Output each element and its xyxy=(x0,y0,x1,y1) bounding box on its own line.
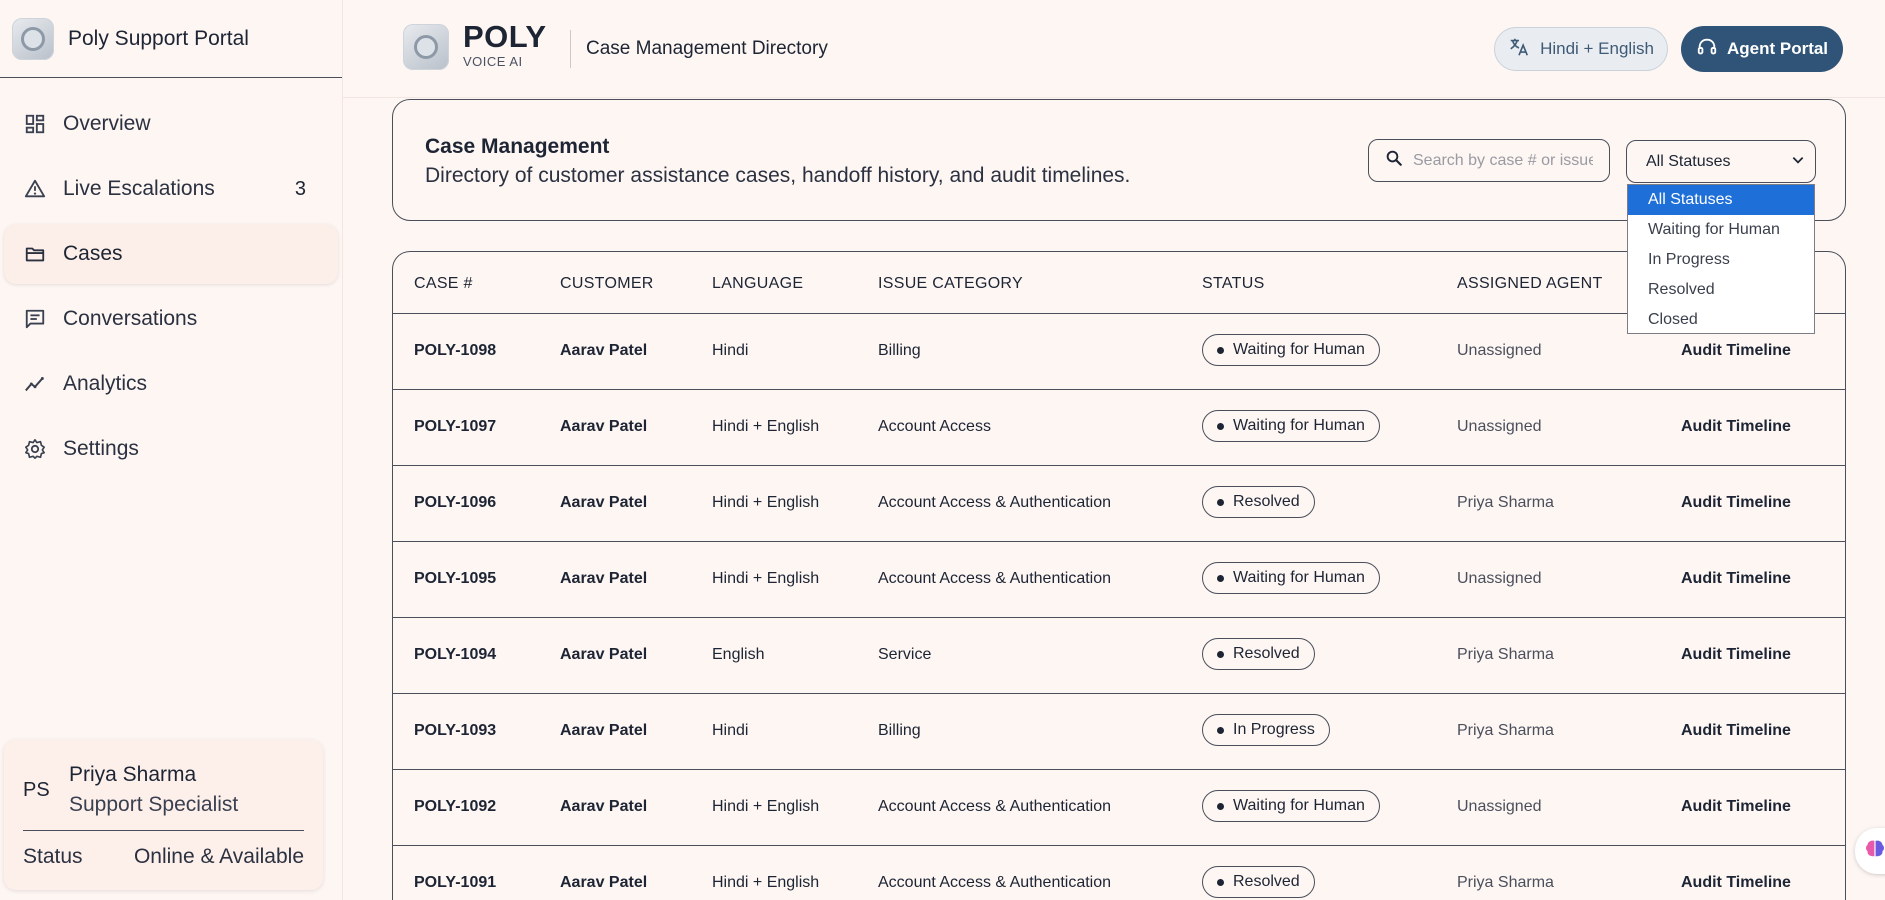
customer-name: Aarav Patel xyxy=(560,342,648,359)
customer-name: Aarav Patel xyxy=(560,418,648,435)
audit-timeline-link[interactable]: Audit Timeline xyxy=(1681,342,1791,359)
status-dot-icon xyxy=(1217,423,1224,430)
sidebar-item-label: Overview xyxy=(63,112,151,135)
trend-icon xyxy=(24,373,46,395)
language-cell: Hindi + English xyxy=(712,494,820,511)
status-option-closed[interactable]: Closed xyxy=(1648,311,1698,328)
translate-icon xyxy=(1508,36,1530,63)
case-number[interactable]: POLY-1098 xyxy=(414,342,497,359)
audit-timeline-link[interactable]: Audit Timeline xyxy=(1681,798,1791,815)
table-row[interactable] xyxy=(393,390,1845,466)
table-row[interactable] xyxy=(393,618,1845,694)
agent-portal-label: Agent Portal xyxy=(1726,39,1829,58)
status-dot-icon xyxy=(1217,879,1224,886)
assigned-agent-cell: Unassigned xyxy=(1457,342,1542,359)
status-dot-icon xyxy=(1217,651,1224,658)
sidebar-item-label: Conversations xyxy=(63,307,198,330)
column-header-status[interactable]: STATUS xyxy=(1202,275,1265,292)
status-option-resolved[interactable]: Resolved xyxy=(1648,281,1715,298)
sidebar-item-live-escalations[interactable] xyxy=(4,159,338,219)
status-dot-icon xyxy=(1217,347,1224,354)
language-cell: Hindi xyxy=(712,342,749,359)
category-cell: Billing xyxy=(878,722,921,739)
status-badge-label: Waiting for Human xyxy=(1233,797,1365,814)
assigned-agent-cell: Priya Sharma xyxy=(1457,722,1554,739)
status-badge-label: Waiting for Human xyxy=(1233,341,1365,358)
customer-name: Aarav Patel xyxy=(560,646,648,663)
language-toggle-label: Hindi + English xyxy=(1540,39,1654,58)
audit-timeline-link[interactable]: Audit Timeline xyxy=(1681,874,1791,891)
cases-table xyxy=(392,251,1846,900)
header-brand[interactable] xyxy=(463,20,547,69)
language-toggle-button[interactable] xyxy=(1494,27,1668,71)
sidebar-item-overview[interactable] xyxy=(4,94,338,154)
header-divider xyxy=(570,30,571,68)
page-title: Case Management Directory xyxy=(586,38,828,59)
language-cell: Hindi + English xyxy=(712,874,820,891)
column-header-language[interactable]: LANGUAGE xyxy=(712,275,804,292)
brand-name: POLY xyxy=(463,19,547,54)
audit-timeline-link[interactable]: Audit Timeline xyxy=(1681,646,1791,663)
sidebar-brand-title: Poly Support Portal xyxy=(68,26,249,50)
sidebar-item-conversations[interactable] xyxy=(4,289,338,349)
poly-logo-icon xyxy=(403,24,449,70)
section-title: Case Management xyxy=(425,135,610,158)
status-dot-icon xyxy=(1217,727,1224,734)
profile-role: Support Specialist xyxy=(69,793,239,816)
status-badge-label: Resolved xyxy=(1233,645,1300,662)
headset-icon xyxy=(1696,36,1718,63)
assigned-agent-cell: Priya Sharma xyxy=(1457,646,1554,663)
assigned-agent-cell: Priya Sharma xyxy=(1457,494,1554,511)
assigned-agent-cell: Priya Sharma xyxy=(1457,874,1554,891)
status-badge-label: Waiting for Human xyxy=(1233,569,1365,586)
table-row[interactable] xyxy=(393,770,1845,846)
status-badge-label: Resolved xyxy=(1233,493,1300,510)
status-badge xyxy=(1202,334,1380,366)
case-number[interactable]: POLY-1097 xyxy=(414,418,497,435)
status-badge xyxy=(1202,410,1380,442)
customer-name: Aarav Patel xyxy=(560,570,648,587)
profile-card[interactable] xyxy=(4,740,323,890)
column-header-case[interactable]: CASE # xyxy=(414,275,473,292)
status-dot-icon xyxy=(1217,803,1224,810)
sidebar-item-label: Analytics xyxy=(63,372,148,395)
status-badge-label: Waiting for Human xyxy=(1233,417,1365,434)
case-number[interactable]: POLY-1093 xyxy=(414,722,497,739)
poly-logo-icon xyxy=(12,18,54,60)
customer-name: Aarav Patel xyxy=(560,874,648,891)
category-cell: Account Access & Authentication xyxy=(878,494,1112,511)
status-badge xyxy=(1202,638,1315,670)
category-cell: Account Access xyxy=(878,418,991,435)
assigned-agent-cell: Unassigned xyxy=(1457,570,1542,587)
table-row[interactable] xyxy=(393,846,1845,900)
status-option-in-progress[interactable]: In Progress xyxy=(1648,251,1730,268)
sidebar-item-label: Settings xyxy=(63,437,139,460)
table-row[interactable] xyxy=(393,542,1845,618)
sidebar xyxy=(0,0,343,900)
column-header-customer[interactable]: CUSTOMER xyxy=(560,275,654,292)
brain-icon xyxy=(1863,837,1885,866)
gear-icon xyxy=(24,438,46,460)
status-badge xyxy=(1202,866,1315,898)
customer-name: Aarav Patel xyxy=(560,494,648,511)
sidebar-item-analytics[interactable] xyxy=(4,354,338,414)
status-filter-select[interactable] xyxy=(1626,140,1816,183)
audit-timeline-link[interactable]: Audit Timeline xyxy=(1681,570,1791,587)
column-header-category[interactable]: ISSUE CATEGORY xyxy=(878,275,1023,292)
status-badge xyxy=(1202,562,1380,594)
status-badge-label: In Progress xyxy=(1233,721,1315,738)
language-cell: Hindi + English xyxy=(712,798,820,815)
agent-portal-button[interactable] xyxy=(1681,26,1843,72)
status-dot-icon xyxy=(1217,575,1224,582)
sidebar-nav xyxy=(0,78,342,479)
sidebar-brand[interactable] xyxy=(0,0,342,78)
status-badge xyxy=(1202,486,1315,518)
case-number[interactable]: POLY-1094 xyxy=(414,646,497,663)
status-filter-value: All Statuses xyxy=(1646,152,1731,170)
status-label: Status xyxy=(23,845,83,868)
category-cell: Account Access & Authentication xyxy=(878,874,1112,891)
table-row[interactable] xyxy=(393,466,1845,542)
status-dropdown-list[interactable] xyxy=(1627,184,1815,334)
warning-icon xyxy=(24,178,46,200)
sidebar-item-label: Cases xyxy=(63,242,123,265)
language-cell: Hindi + English xyxy=(712,418,820,435)
audit-timeline-link[interactable]: Audit Timeline xyxy=(1681,722,1791,739)
profile-divider xyxy=(23,830,304,831)
folder-icon xyxy=(24,243,46,265)
status-option-waiting[interactable]: Waiting for Human xyxy=(1648,221,1780,238)
dashboard-icon xyxy=(24,113,46,135)
language-cell: English xyxy=(712,646,765,663)
case-number[interactable]: POLY-1092 xyxy=(414,798,497,815)
status-option-all[interactable]: All Statuses xyxy=(1628,185,1814,215)
customer-name: Aarav Patel xyxy=(560,722,648,739)
status-badge xyxy=(1202,790,1380,822)
case-number[interactable]: POLY-1091 xyxy=(414,874,497,891)
avatar: PS xyxy=(23,778,50,801)
profile-name: Priya Sharma xyxy=(69,763,197,786)
category-cell: Account Access & Authentication xyxy=(878,798,1112,815)
status-badge-label: Resolved xyxy=(1233,873,1300,890)
status-dot-icon xyxy=(1217,499,1224,506)
language-cell: Hindi xyxy=(712,722,749,739)
audit-timeline-link[interactable]: Audit Timeline xyxy=(1681,418,1791,435)
search-box[interactable] xyxy=(1368,139,1610,182)
category-cell: Billing xyxy=(878,342,921,359)
sidebar-item-cases[interactable] xyxy=(4,224,338,284)
chat-icon xyxy=(24,308,46,330)
column-header-agent[interactable]: ASSIGNED AGENT xyxy=(1457,275,1603,292)
assigned-agent-cell: Unassigned xyxy=(1457,798,1542,815)
case-number[interactable]: POLY-1096 xyxy=(414,494,497,511)
category-cell: Service xyxy=(878,646,932,663)
section-subtitle: Directory of customer assistance cases, handoff history, and audit timelines. xyxy=(425,164,1131,187)
status-value: Online & Available xyxy=(133,845,304,868)
assistant-launcher-button[interactable] xyxy=(1855,828,1885,874)
assigned-agent-cell: Unassigned xyxy=(1457,418,1542,435)
audit-timeline-link[interactable]: Audit Timeline xyxy=(1681,494,1791,511)
chevron-down-icon xyxy=(1791,153,1805,172)
category-cell: Account Access & Authentication xyxy=(878,570,1112,587)
sidebar-item-label: Live Escalations xyxy=(63,177,215,200)
escalation-count-badge: 3 xyxy=(294,177,306,200)
top-header xyxy=(343,0,1885,98)
table-row[interactable] xyxy=(393,694,1845,770)
sidebar-item-settings[interactable] xyxy=(4,419,338,479)
brand-subtitle: VOICE AI xyxy=(463,54,523,69)
customer-name: Aarav Patel xyxy=(560,798,648,815)
case-number[interactable]: POLY-1095 xyxy=(414,570,497,587)
search-input[interactable] xyxy=(1413,152,1593,170)
language-cell: Hindi + English xyxy=(712,570,820,587)
status-badge xyxy=(1202,714,1330,746)
search-icon xyxy=(1385,149,1403,172)
